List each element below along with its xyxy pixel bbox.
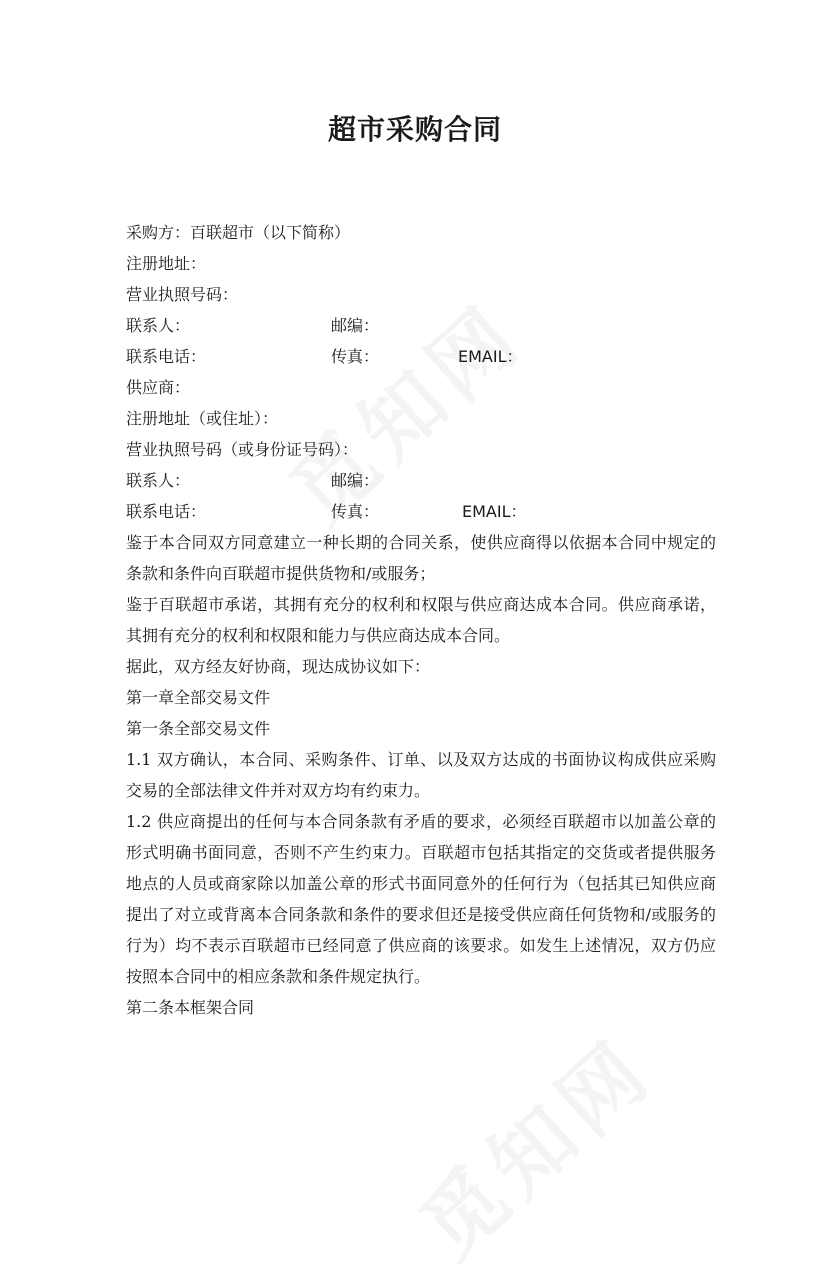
recital-paragraph: 鉴于本合同双方同意建立一种长期的合同关系，使供应商得以依据本合同中规定的条款和条件向百联超市提供货物和/或服务； bbox=[126, 533, 716, 583]
email-label: EMAIL： bbox=[458, 347, 523, 366]
article-heading: 第一条全部交易文件 bbox=[126, 719, 271, 738]
agreement-intro: 据此，双方经友好协商，现达成协议如下： bbox=[126, 657, 431, 676]
supplier-phone-line bbox=[126, 496, 716, 527]
watermark bbox=[391, 1008, 674, 1279]
purchaser-contact-line bbox=[126, 310, 716, 341]
postcode-label: 邮编： bbox=[331, 316, 380, 335]
supplier-line: 供应商： bbox=[126, 378, 191, 397]
clause-paragraph: 1.1 双方确认，本合同、采购条件、订单、以及双方达成的书面协议构成供应采购交易的全部法律文件并对双方均有约束力。 bbox=[126, 750, 716, 800]
purchaser-line: 采购方：百联超市（以下简称） bbox=[126, 223, 351, 242]
chapter-heading: 第一章全部交易文件 bbox=[126, 688, 271, 707]
email-label: EMAIL： bbox=[462, 502, 527, 521]
document-title: 超市采购合同 bbox=[327, 113, 502, 146]
contact-label: 联系人： bbox=[126, 316, 191, 335]
supplier-address-line: 注册地址（或住址）： bbox=[126, 409, 279, 428]
purchaser-phone-line bbox=[126, 341, 716, 372]
document-body bbox=[126, 217, 716, 1023]
supplier-license-line: 营业执照号码（或身份证号码）： bbox=[126, 440, 359, 459]
supplier-contact-line bbox=[126, 465, 716, 496]
postcode-label: 邮编： bbox=[331, 471, 380, 490]
purchaser-license-line: 营业执照号码： bbox=[126, 285, 239, 304]
fax-label: 传真： bbox=[331, 502, 380, 521]
clause-paragraph: 1.2 供应商提出的任何与本合同条款有矛盾的要求，必须经百联超市以加盖公章的形式明确书面同意，否则不产生约束力。百联超市包括其指定的交货或者提供服务地点的人员或商家除以加盖公章的形式书面同意外的任何行为（包括其已知供应商提出了对立或背离本合同条款和条件的要求但还是接受供应商任何货物和/或服务的行为）均不表示百联超市已经同意了供应商的该要求。如发生上述情况，双方仍应按照本合同中的相应条款和条件规定执行。 bbox=[126, 812, 716, 986]
contact-label: 联系人： bbox=[126, 471, 191, 490]
purchaser-address-line: 注册地址： bbox=[126, 254, 207, 273]
phone-label: 联系电话： bbox=[126, 502, 207, 521]
phone-label: 联系电话： bbox=[126, 347, 207, 366]
article-heading: 第二条本框架合同 bbox=[126, 998, 255, 1017]
fax-label: 传真： bbox=[331, 347, 380, 366]
recital-paragraph: 鉴于百联超市承诺，其拥有充分的权利和权限与供应商达成本合同。供应商承诺，其拥有充分的权利和权限和能力与供应商达成本合同。 bbox=[126, 595, 716, 645]
